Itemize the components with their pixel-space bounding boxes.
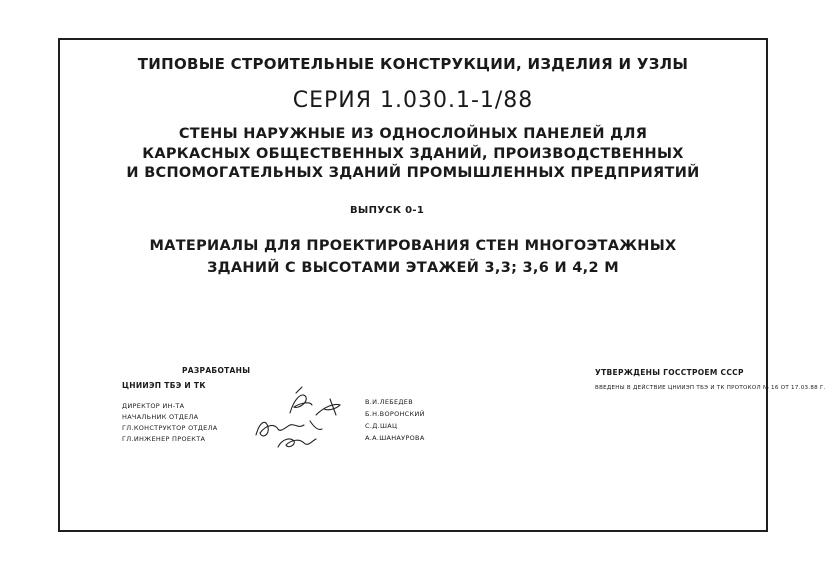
- materials-line-1: МАТЕРИАЛЫ ДЛЯ ПРОЕКТИРОВАНИЯ СТЕН МНОГОЭТАЖНЫХ: [149, 238, 677, 254]
- name-department-head: Б.Н.ВОРОНСКИЙ: [365, 410, 425, 418]
- signatures-image: [250, 385, 360, 455]
- series-number: СЕРИЯ 1.030.1-1/88: [292, 88, 534, 113]
- enactment-note: ВВЕДЕНЫ В ДЕЙСТВИЕ ЦНИИЭП ТБЭ И ТК ПРОТОКОЛ № 16 ОТ 17.03.88 Г.: [595, 385, 826, 391]
- name-director: В.И.ЛЕБЕДЕВ: [365, 398, 413, 406]
- developer-org: ЦНИИЭП ТБЭ И ТК: [122, 381, 206, 390]
- subject-line-1: СТЕНЫ НАРУЖНЫЕ ИЗ ОДНОСЛОЙНЫХ ПАНЕЛЕЙ ДЛЯ: [178, 126, 648, 142]
- role-chief-engineer: ГЛ.ИНЖЕНЕР ПРОЕКТА: [122, 435, 206, 443]
- role-chief-designer: ГЛ.КОНСТРУКТОР ОТДЕЛА: [122, 424, 218, 432]
- materials-line-2: ЗДАНИЙ С ВЫСОТАМИ ЭТАЖЕЙ 3,3; 3,6 И 4,2 М: [207, 260, 619, 276]
- role-director: ДИРЕКТОР ИН-ТА: [122, 402, 185, 410]
- developed-label: РАЗРАБОТАНЫ: [182, 366, 251, 375]
- issue-number: ВЫПУСК 0-1: [350, 205, 425, 216]
- name-chief-designer: С.Д.ШАЦ: [365, 422, 398, 430]
- approval-label: УТВЕРЖДЕНЫ ГОССТРОЕМ СССР: [595, 368, 744, 377]
- document-header-title: ТИПОВЫЕ СТРОИТЕЛЬНЫЕ КОНСТРУКЦИИ, ИЗДЕЛИЯ И УЗЛЫ: [137, 55, 689, 73]
- subject-line-2: КАРКАСНЫХ ОБЩЕСТВЕННЫХ ЗДАНИЙ, ПРОИЗВОДСТВЕННЫХ: [142, 146, 684, 162]
- subject-line-3: И ВСПОМОГАТЕЛЬНЫХ ЗДАНИЙ ПРОМЫШЛЕННЫХ ПРЕДПРИЯТИЙ: [126, 165, 700, 181]
- role-department-head: НАЧАЛЬНИК ОТДЕЛА: [122, 413, 199, 421]
- name-chief-engineer: А.А.ШАНАУРОВА: [365, 434, 425, 442]
